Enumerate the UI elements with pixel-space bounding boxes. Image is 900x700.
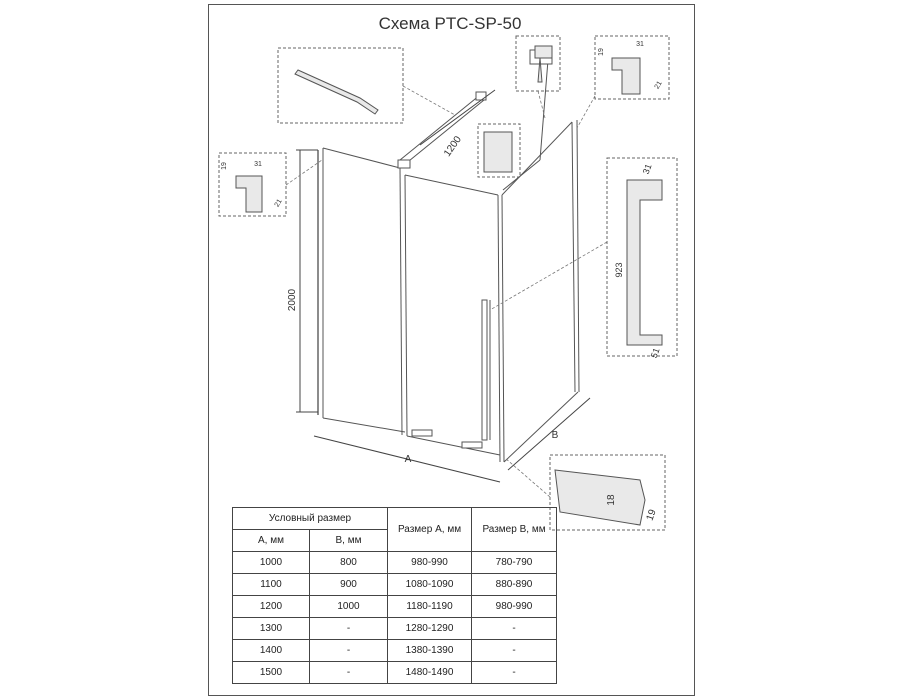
table-row [233,574,557,596]
cell-b: - [310,662,388,684]
cell-size-a: 1480-1490 [388,662,472,684]
cell-size-a: 1080-1090 [388,574,472,596]
corner-profile-sketch [484,132,512,172]
height-label: 2000 [287,288,298,312]
cell-b: - [310,618,388,640]
header-b: В, мм [310,530,388,552]
wall-profile-right-sketch [612,58,640,94]
size-table [232,507,557,684]
handle-length-label: 923 [614,262,624,278]
cell-size-b: - [472,640,557,662]
width-b-label: B [551,430,559,441]
handle-sketch [627,180,662,345]
diagram-title: Схема PTC-SP-50 [378,14,522,33]
cell-b: 1000 [310,596,388,618]
cell-size-a: 1380-1390 [388,640,472,662]
cell-a: 1100 [233,574,310,596]
bottom-profile-height-label: 18 [606,494,617,506]
handle-depth-label: 31 [640,162,654,176]
cell-size-a: 980-990 [388,552,472,574]
bottom-profile-sketch [555,470,645,525]
table-row [233,552,557,574]
wall-profile-left-width-label: 31 [254,161,262,168]
wall-profile-left-depth-label: 19 [221,162,228,170]
cell-size-b: 880-890 [472,574,557,596]
header-group: Условный размер [233,508,388,530]
header-size-b: Размер В, мм [472,508,557,552]
cell-size-a: 1180-1190 [388,596,472,618]
cell-a: 1300 [233,618,310,640]
table-row [233,640,557,662]
bottom-profile-width-label: 19 [644,508,659,523]
width-a-label: A [404,454,412,465]
stabilizer-bar [398,92,486,168]
cell-size-b: 780-790 [472,552,557,574]
table-row [233,618,557,640]
cell-size-b: 980-990 [472,596,557,618]
header-a: А, мм [233,530,310,552]
cell-size-b: - [472,662,557,684]
width-b-dimension-line [508,398,590,470]
cell-size-a: 1280-1290 [388,618,472,640]
cell-size-b: - [472,618,557,640]
cell-a: 1200 [233,596,310,618]
cell-a: 1400 [233,640,310,662]
cell-a: 1000 [233,552,310,574]
cell-b: 900 [310,574,388,596]
wall-profile-right-depth-label: 19 [598,48,605,56]
wall-profile-right-side-label: 21 [653,80,664,91]
header-size-a: Размер А, мм [388,508,472,552]
table-row [233,662,557,684]
wall-profile-left-sketch [236,176,262,212]
bar-connector-sketch [295,70,378,114]
sliding-door-panel [400,168,500,455]
cell-b: - [310,640,388,662]
wall-profile-right-width-label: 31 [636,41,644,48]
detail-box-bar-connector [278,48,403,123]
wall-profile-left-side-label: 21 [273,198,284,209]
handle-foot-label: 51 [648,346,662,360]
table-row [233,596,557,618]
cell-b: 800 [310,552,388,574]
bar-length-label: 1200 [442,134,464,159]
cell-a: 1500 [233,662,310,684]
fixed-glass-panel [318,148,405,432]
